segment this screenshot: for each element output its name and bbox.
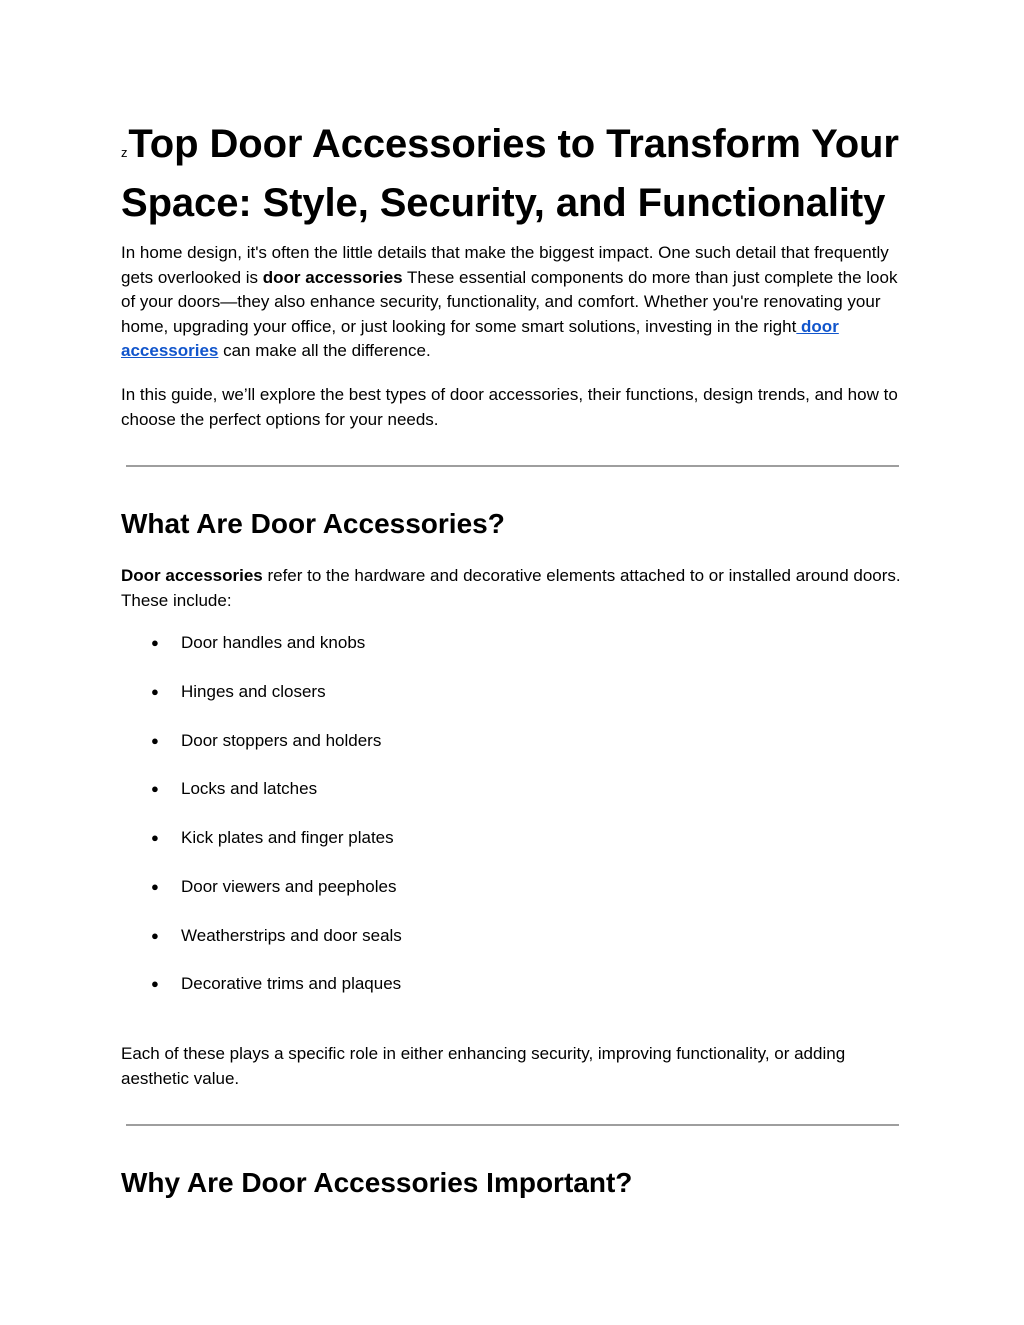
intro-paragraph <box>121 241 907 364</box>
section-divider <box>126 1124 899 1126</box>
definition-text: refer to the hardware and decorative elements attached to or installed around doors. These include: <box>121 566 901 610</box>
title-prefix: z <box>121 145 128 160</box>
list-item-text: Door handles and knobs <box>181 633 366 652</box>
section-heading-what: What Are Door Accessories? <box>121 508 505 539</box>
bullet-icon: ● <box>151 733 159 748</box>
bullet-icon: ● <box>151 976 159 991</box>
closing-paragraph: Each of these plays a specific role in either enhancing security, improving functionality, or adding aesthetic value. <box>121 1044 846 1088</box>
bullet-icon: ● <box>151 830 159 845</box>
door-accessories-link[interactable]: door accessories <box>121 316 839 360</box>
guide-paragraph: In this guide, we’ll explore the best types of door accessories, their functions, design trends, and how to choose the perfect options for your needs. <box>121 385 898 429</box>
intro-bold-keyword: door accessories <box>262 267 403 287</box>
bullet-icon: ● <box>151 635 159 650</box>
intro-text-2: These essential components do more than just complete the look of your doors—they also enhance security, functionality, and comfort. Whether you're renovating your home, upgrading your office, or just looking for some smart solutions, investing in the right <box>121 267 898 336</box>
list-item-text: Locks and latches <box>181 779 318 798</box>
definition-paragraph <box>121 564 907 613</box>
bullet-icon: ● <box>151 684 159 699</box>
list-item-text: Decorative trims and plaques <box>181 974 402 993</box>
section-heading-why: Why Are Door Accessories Important? <box>121 1167 633 1198</box>
bullet-icon: ● <box>151 928 159 943</box>
intro-text-3: can make all the difference. <box>218 341 431 360</box>
section-divider <box>126 465 899 467</box>
definition-bold-term: Door accessories <box>121 566 263 585</box>
bullet-icon: ● <box>151 781 159 796</box>
bullet-icon: ● <box>151 879 159 894</box>
list-item-text: Hinges and closers <box>181 682 326 701</box>
document-title <box>121 119 911 229</box>
intro-text-1: In home design, it's often the little details that make the biggest impact. One such detail that frequently gets overlooked is <box>121 243 889 287</box>
list-item-text: Door stoppers and holders <box>181 731 382 750</box>
list-item-text: Weatherstrips and door seals <box>181 926 402 945</box>
list-item-text: Door viewers and peepholes <box>181 877 397 896</box>
list-item-text: Kick plates and finger plates <box>181 828 394 847</box>
title-text: Top Door Accessories to Transform Your Space: Style, Security, and Functionality <box>121 122 899 225</box>
